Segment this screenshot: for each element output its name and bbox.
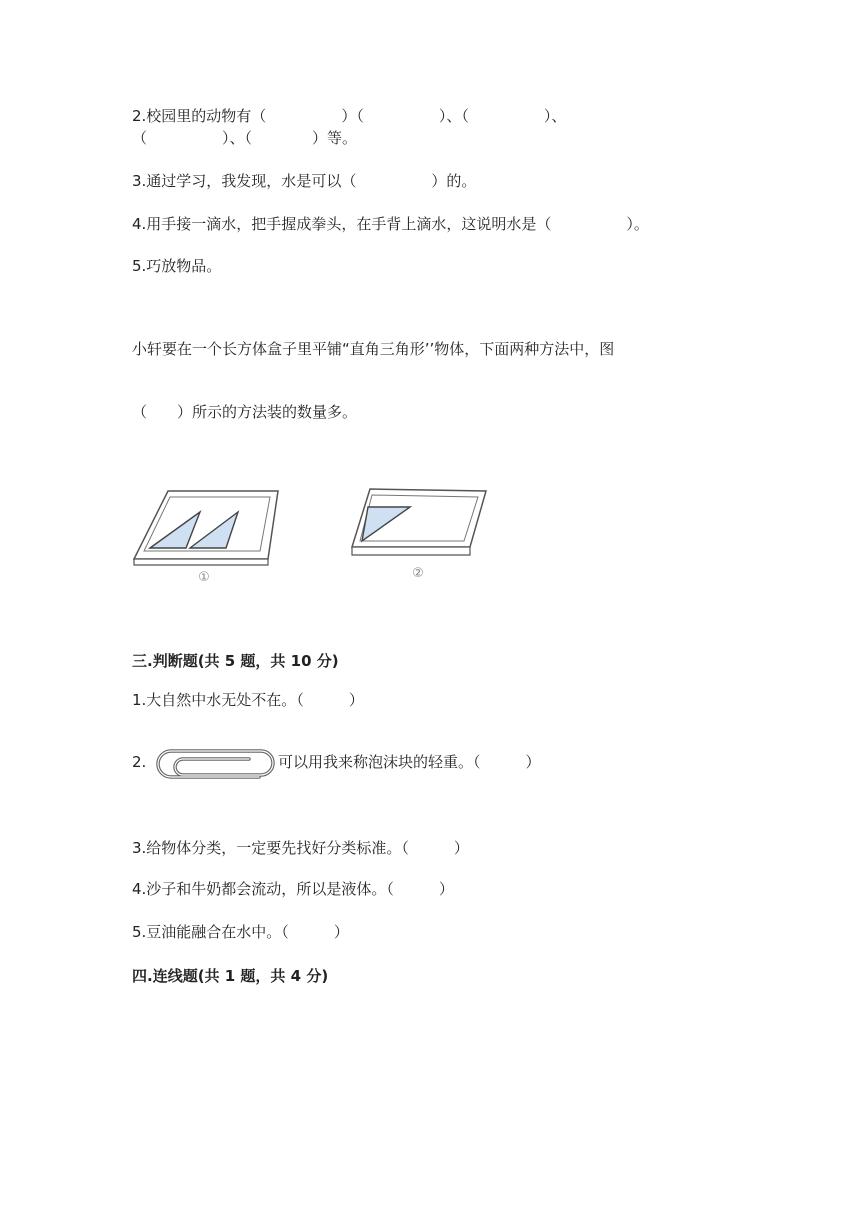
s3-q1: 1.大自然中水无处不在。（ ） <box>132 691 364 709</box>
s3-q4: 4.沙子和牛奶都会流动，所以是液体。（ ） <box>132 880 454 898</box>
q2-line2: （ ）、（ ）等。 <box>132 129 358 147</box>
figure-label-2: ② <box>412 566 424 581</box>
q3: 3.通过学习，我发现，水是可以（ ）的。 <box>132 172 477 190</box>
q2-line1: 2.校园里的动物有（ ）（ ）、（ ）、 <box>132 107 567 125</box>
s3-q5: 5.豆油能融合在水中。（ ） <box>132 923 349 941</box>
box-figure-2 <box>348 485 498 585</box>
q5-text-line2: （ ）所示的方法装的数量多。 <box>132 403 358 421</box>
figure-label-1: ① <box>198 570 210 585</box>
box-figure-1 <box>130 485 280 585</box>
q4: 4.用手接一滴水，把手握成拳头，在手背上滴水，这说明水是（ ）。 <box>132 215 649 233</box>
q5-text-line1: 小轩要在一个长方体盒子里平铺“直角三角形’’物体，下面两种方法中，图 <box>132 340 615 358</box>
paperclip-icon <box>153 746 277 782</box>
s3-q2-text: 可以用我来称泡沫块的轻重。（ ） <box>278 753 541 771</box>
section3-heading: 三.判断题(共 5 题，共 10 分) <box>132 652 339 670</box>
section4-heading: 四.连线题(共 1 题，共 4 分) <box>132 967 329 985</box>
s3-q2-number: 2. <box>132 753 147 771</box>
q5: 5.巧放物品。 <box>132 257 222 275</box>
s3-q3: 3.给物体分类，一定要先找好分类标准。（ ） <box>132 839 469 857</box>
